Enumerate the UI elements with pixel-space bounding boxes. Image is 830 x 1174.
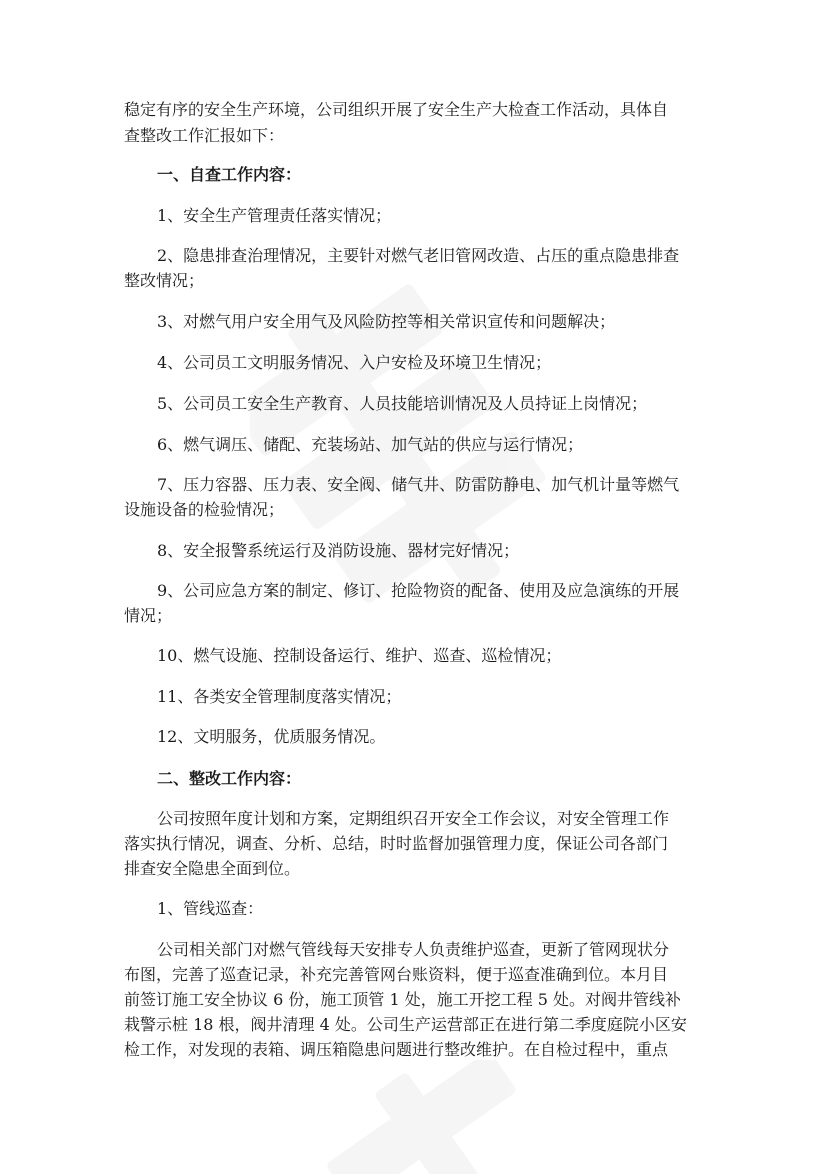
- text-line: 查整改工作汇报如下：: [124, 126, 285, 145]
- text-line: 稳定有序的安全生产环境，公司组织开展了安全生产大检查工作活动，具体自: [124, 100, 669, 119]
- list-item-continuation: 整改情况；: [124, 271, 205, 290]
- paragraph-line: 检工作，对发现的表箱、调压箱隐患问题进行整改维护。在自检过程中，重点: [124, 1040, 669, 1059]
- paragraph-line: 前签订施工安全协议 6 份，施工顶管 1 处，施工开挖工程 5 处。对阀井管线补: [124, 990, 682, 1009]
- list-item: 9、公司应急方案的制定、修订、抢险物资的配备、使用及应急演练的开展: [157, 581, 680, 600]
- list-item: 5、公司员工安全生产教育、人员技能培训情况及人员持证上岗情况；: [157, 394, 648, 413]
- list-item: 7、压力容器、压力表、安全阀、储气井、防雷防静电、加气机计量等燃气: [157, 475, 680, 494]
- list-item: 4、公司员工文明服务情况、入户安检及环境卫生情况；: [157, 353, 552, 372]
- watermark-fragment-icon: [300, 1060, 560, 1174]
- list-item: 8、安全报警系统运行及消防设施、器材完好情况；: [157, 541, 520, 560]
- subsection-heading: 1、管线巡查：: [157, 899, 264, 918]
- list-item: 1、安全生产管理责任落实情况；: [157, 206, 392, 225]
- list-item: 2、隐患排查治理情况，主要针对燃气老旧管网改造、占压的重点隐患排查: [157, 246, 680, 265]
- paragraph-line: 布图，完善了巡查记录，补充完善管网台账资料，便于巡查准确到位。本月目: [124, 965, 669, 984]
- list-item: 12、文明服务，优质服务情况。: [157, 727, 386, 746]
- list-item-continuation: 设施设备的检验情况；: [124, 500, 285, 519]
- list-item-continuation: 情况；: [124, 606, 173, 625]
- section-heading: 一、自查工作内容：: [157, 165, 302, 184]
- list-item: 6、燃气调压、储配、充装场站、加气站的供应与运行情况；: [157, 435, 584, 454]
- list-item: 10、燃气设施、控制设备运行、维护、巡查、巡检情况；: [157, 646, 562, 665]
- paragraph-line: 公司相关部门对燃气管线每天安排专人负责维护巡查，更新了管网现状分: [157, 940, 670, 959]
- paragraph-line: 排查安全隐患全面到位。: [124, 859, 301, 878]
- paragraph-line: 落实执行情况，调查、分析、总结，时时监督加强管理力度，保证公司各部门: [124, 834, 669, 853]
- list-item: 3、对燃气用户安全用气及风险防控等相关常识宣传和问题解决；: [157, 312, 616, 331]
- paragraph-line: 栽警示桩 18 根，阀井清理 4 处。公司生产运营部正在进行第二季度庭院小区安: [124, 1015, 687, 1034]
- paragraph-line: 公司按照年度计划和方案，定期组织召开安全工作会议，对安全管理工作: [157, 809, 670, 828]
- list-item: 11、各类安全管理制度落实情况；: [157, 687, 402, 706]
- section-heading: 二、整改工作内容：: [157, 769, 302, 788]
